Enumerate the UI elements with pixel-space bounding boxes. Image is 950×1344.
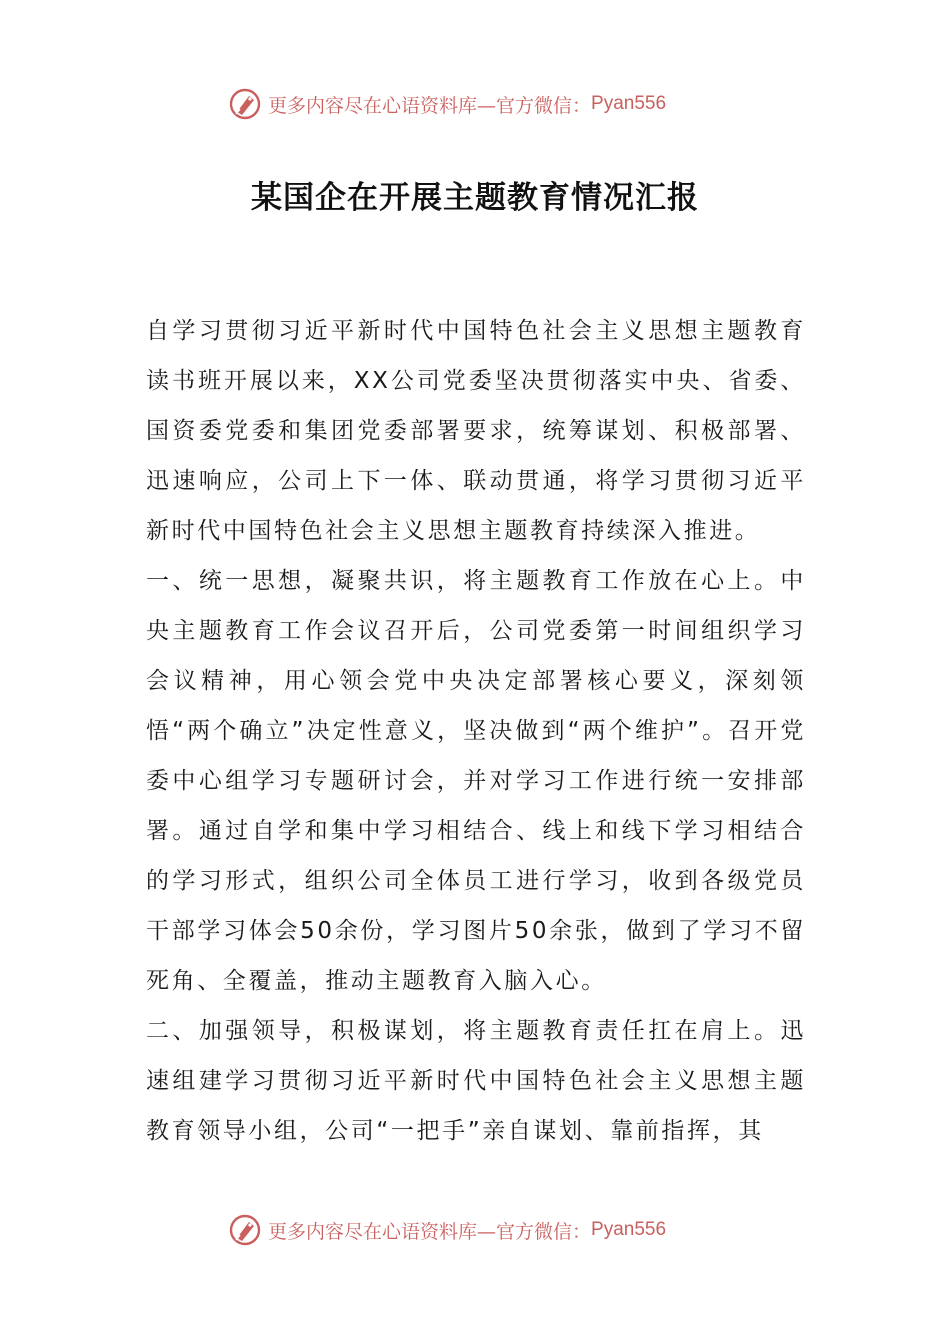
paragraph: 一、统一思想，凝聚共识，将主题教育工作放在心上。中央主题教育工作会议召开后，公司党委第一时间组织学习会议精神，用心领会党中央决定部署核心要义，深刻领悟“两个确立”决定性意义，坚决做到“两个维护”。召开党委中心组学习专题研讨会，并对学习工作进行统一安排部署。通过自学和集中学习相结合、线上和线下学习相结合的学习形式，组织公司全体员工进行学习，收到各级党员干部学习体会50余份，学习图片50余张，做到了学习不留死角、全覆盖，推动主题教育入脑入心。 xyxy=(146,568,806,994)
watermark-header xyxy=(228,86,748,122)
pen-nib-icon xyxy=(228,87,262,121)
paragraph: 二、加强领导，积极谋划，将主题教育责任扛在肩上。迅速组建学习贯彻习近平新时代中国特色社会主义思想主题教育领导小组，公司“一把手”亲自谋划、靠前指挥，其 xyxy=(146,1018,806,1144)
watermark-footer xyxy=(228,1212,748,1248)
document-title: 某国企在开展主题教育情况汇报 xyxy=(251,180,699,216)
document-body xyxy=(146,306,806,1156)
pen-nib-icon xyxy=(228,1213,262,1247)
watermark-wechat-id: Pyan556 xyxy=(591,93,667,114)
watermark-text: 更多内容尽在心语资料库—官方微信： xyxy=(268,94,592,117)
watermark-wechat-id: Pyan556 xyxy=(591,1219,667,1240)
paragraph: 自学习贯彻习近平新时代中国特色社会主义思想主题教育读书班开展以来，XX公司党委坚决贯彻落实中央、省委、国资委党委和集团党委部署要求，统筹谋划、积极部署、迅速响应，公司上下一体、联动贯通，将学习贯彻习近平新时代中国特色社会主义思想主题教育持续深入推进。 xyxy=(146,318,806,544)
watermark-text: 更多内容尽在心语资料库—官方微信： xyxy=(268,1220,592,1243)
